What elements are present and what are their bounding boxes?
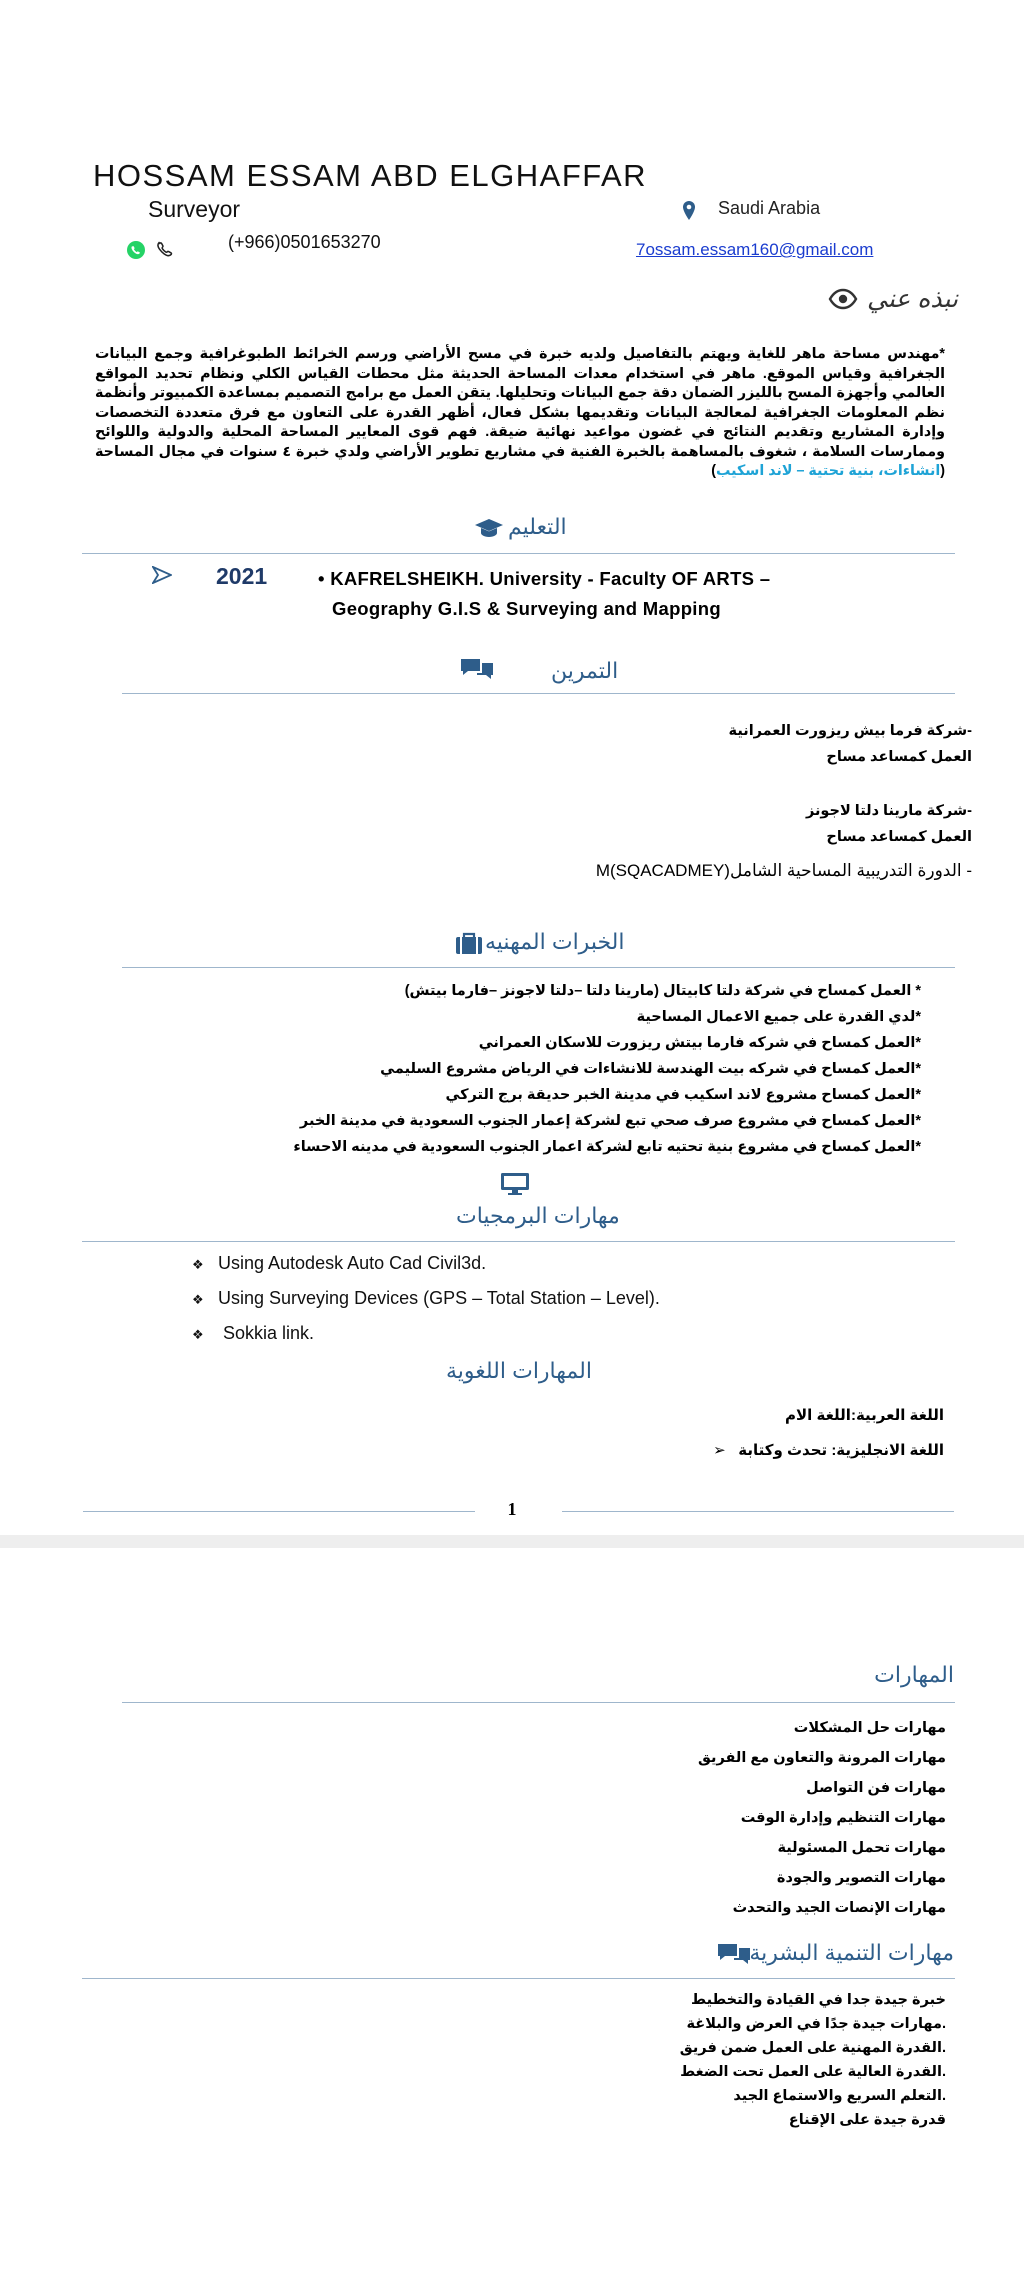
software-item — [192, 1253, 486, 1274]
languages-heading: المهارات اللغوية — [446, 1358, 592, 1383]
language-english-text: اللغة الانجليزية: تحدث وكتابة — [738, 1442, 944, 1459]
hr-skills-heading: مهارات التنمية البشرية — [749, 1940, 954, 1965]
hr-skill-item: .التعلم السريع والاستماع الجيد — [733, 2088, 946, 2104]
skills-heading: المهارات — [874, 1662, 954, 1687]
chat-bubbles-icon — [460, 657, 494, 681]
software-rule — [82, 1241, 955, 1242]
skills-list — [346, 1713, 946, 1923]
arrow-bullet-icon: ➢ — [713, 1442, 726, 1459]
training-list — [272, 718, 972, 850]
language-arabic: اللغة العربية:اللغة الام — [785, 1407, 944, 1424]
training-line — [272, 770, 972, 798]
hr-skill-item: .مهارات جيدة جدًا في العرض والبلاغة — [686, 2016, 946, 2032]
experience-rule — [122, 967, 955, 968]
education-line-1: • KAFRELSHEIKH. University - Faculty OF ARTS – — [318, 568, 771, 589]
email-link[interactable]: 7ossam.essam160@gmail.com — [636, 240, 874, 259]
software-item — [192, 1288, 660, 1309]
software-item-text: Using Surveying Devices (GPS – Total Station – Level). — [218, 1288, 660, 1308]
hr-skills-list — [346, 1988, 946, 2132]
resume-page-2 — [0, 1548, 1024, 2275]
skill-item: مهارات فن التواصل — [806, 1780, 946, 1796]
education-year: 2021 — [216, 563, 268, 589]
briefcase-icon — [455, 931, 483, 955]
experience-item: *العمل كمساح مشروع لاند اسكيب في مدينة الخبر حديقة برج التركي — [445, 1087, 921, 1103]
training-heading: التمرين — [551, 658, 619, 683]
about-paragraph — [95, 345, 945, 482]
location-pin-icon — [681, 200, 697, 222]
experience-item: *لدي القدرة على جميع الاعمال المساحية — [636, 1009, 921, 1025]
software-heading: مهارات البرمجيات — [456, 1203, 620, 1228]
training-line: -شركة مارينا دلتا لاجونز — [805, 803, 972, 819]
experience-item: *العمل كمساح في مشروع صرف صحي تبع لشركة إعمار الجنوب السعودية في مدينة الخبر — [299, 1113, 921, 1129]
experience-item: *العمل كمساح في شركه فارما بيتش ريزورت للاسكان العمراني — [478, 1035, 921, 1051]
skill-item: مهارات حل المشكلات — [793, 1720, 946, 1736]
eye-icon — [828, 288, 858, 310]
page-number: 1 — [507, 1499, 517, 1519]
phone-number[interactable]: (+966)0501653270 — [228, 232, 381, 252]
skill-item: مهارات تحمل المسئولية — [777, 1840, 946, 1856]
graduation-cap-icon — [474, 517, 504, 539]
education-line-2: Geography G.I.S & Surveying and Mapping — [332, 598, 721, 619]
hr-skill-item: خبرة جيدة جدا في القيادة والتخطيط — [691, 1992, 946, 2008]
software-item — [192, 1323, 314, 1344]
footer-rule-right — [562, 1511, 954, 1512]
hr-skill-item: .القدرة العالية على العمل تحت الضغط — [680, 2064, 946, 2080]
hr-skill-item: .القدرة المهنية على العمل ضمن فريق — [679, 2040, 946, 2056]
language-english — [444, 1438, 944, 1464]
training-course: - الدورة التدريبية المساحية الشامل(SQACADMEY)M — [595, 861, 972, 880]
skill-item: مهارات التنظيم وإدارة الوقت — [740, 1810, 946, 1826]
about-text-end: ) — [711, 463, 716, 479]
skill-item: مهارات الإنصات الجيد والتحدث — [732, 1900, 946, 1916]
monitor-icon — [500, 1172, 530, 1196]
experience-item: *العمل كمساح في شركه بيت الهندسة للانشاءات في الرياض مشروع السليمي — [380, 1061, 921, 1077]
experience-heading: الخبرات المهنيه — [485, 929, 625, 954]
about-heading: نبذه عني — [867, 285, 958, 313]
candidate-name: HOSSAM ESSAM ABD ELGHAFFAR — [93, 158, 648, 193]
training-line: العمل كمساعد مساح — [826, 829, 972, 845]
chat-bubbles-icon — [717, 1942, 751, 1966]
training-line: العمل كمساعد مساح — [826, 749, 972, 765]
job-title: Surveyor — [148, 196, 241, 222]
arrow-bullet-icon — [152, 566, 172, 584]
diamond-bullet-icon: ❖ — [192, 1257, 204, 1272]
diamond-bullet-icon: ❖ — [192, 1292, 204, 1307]
whatsapp-icon[interactable] — [126, 240, 146, 260]
phone-icon[interactable] — [156, 241, 175, 260]
education-degree — [318, 564, 770, 624]
skills-rule — [122, 1702, 955, 1703]
about-text: *مهندس مساحة ماهر للغاية ويهتم بالتفاصيل ولديه خبرة في مسح الأراضي ورسم الخرائط الطبوغرافية وجمع البيانات الجغرافية وقياس الموقع. ماهر في استخدام معدات المساحة الحديثة مثل محطات القياس الكلي ونظام تحديد المواقع العالمي وأجهزة المسح بالليزر الضمان دقة جمع البيانات وتحليلها. يتقن العمل مع برامج التصميم بمساعدة الكمبيوتر وأنظمة نظم المعلومات الجغرافية لمعالجة البيانات وتقديمها بشكل فعال، أظهر القدرة على التعاون مع فرق متعددة التخصصات وإدارة المشاريع وتقديم النتائج في غضون مواعيد نهائية ضيقة. فهم قوى المعايير المساحة المحلية والدولية واللوائح وممارسات السلامة ، شغوف بالمساهمة بالخبرة الفنية في مشاريع تطوير الأراضي ولدي خبرة ٤ سنوات في مجال المساحة ( — [95, 346, 946, 479]
about-highlight: انشاءات، بنية تحتية – لاند اسكيب — [715, 463, 941, 479]
training-line: -شركة فرما بيش ريزورت العمرانية — [728, 723, 972, 739]
software-item-text: Sokkia link. — [218, 1323, 315, 1343]
skill-item: مهارات التصوير والجودة — [776, 1870, 946, 1886]
software-item-text: Using Autodesk Auto Cad Civil3d. — [218, 1253, 487, 1273]
hr-skills-rule — [82, 1978, 955, 1979]
hr-skill-item: قدرة جيدة على الإقناع — [788, 2112, 946, 2128]
skill-item: مهارات المرونة والتعاون مع الفريق — [697, 1750, 946, 1766]
education-heading: التعليم — [508, 514, 567, 539]
diamond-bullet-icon: ❖ — [192, 1327, 204, 1342]
experience-item: *العمل كمساح في مشروع بنية تحتيه تابع لشركة اعمار الجنوب السعودية في مدينه الاحساء — [293, 1139, 921, 1155]
education-rule — [82, 553, 955, 554]
experience-item: * العمل كمساح في شركة دلتا كابيتال (مارينا دلتا –دلتا لاجونز –فارما بيتش) — [404, 983, 921, 999]
location-text: Saudi Arabia — [718, 198, 821, 218]
training-rule — [122, 693, 955, 694]
experience-list — [161, 978, 921, 1160]
